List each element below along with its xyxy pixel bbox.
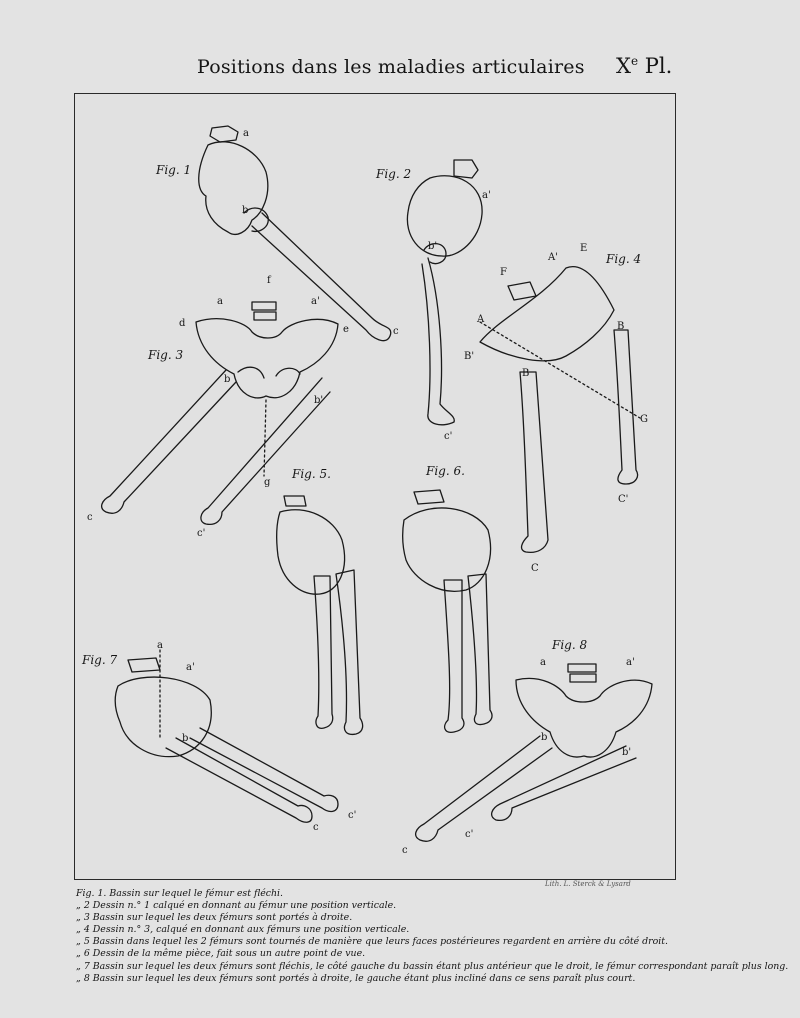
figure-6-drawing: [403, 490, 492, 732]
reference-letter: c: [393, 326, 399, 337]
reference-letter: g: [264, 477, 271, 488]
reference-letter: c': [197, 528, 206, 539]
reference-letter: c': [465, 829, 474, 840]
reference-letter: C': [618, 494, 629, 505]
caption-line: „ 5 Bassin dans lequel les 2 fémurs sont tournés de manière que leurs faces postérieures regardent en arrière du côté droit.: [76, 936, 669, 948]
reference-letter: a': [626, 657, 635, 668]
reference-letter: b': [622, 747, 632, 758]
figure-8-drawing: [416, 664, 652, 841]
figure-4-drawing: [480, 267, 640, 553]
figure-label: Fig. 1: [156, 163, 192, 177]
figure-label: Fig. 8: [552, 638, 588, 652]
reference-letter: a': [311, 296, 320, 307]
figure-captions: [76, 888, 789, 985]
reference-letter: c: [313, 822, 319, 833]
reference-letter: a: [540, 657, 546, 668]
figure-3-drawing: [102, 302, 338, 524]
reference-letter: c': [348, 810, 357, 821]
reference-letter: b': [428, 241, 438, 252]
caption-line: Fig. 1. Bassin sur lequel le fémur est fléchi.: [76, 888, 284, 899]
reference-letter: b: [182, 733, 189, 744]
reference-letter: C: [531, 563, 539, 574]
reference-letter: b: [224, 374, 231, 385]
reference-letter: B': [464, 351, 475, 362]
lithographer-imprint: Lith. L. Sterck & Lysard: [545, 880, 631, 888]
plate-number: Xe Pl.: [616, 54, 673, 78]
figure-label: Fig. 2: [376, 167, 412, 181]
reference-letter: c': [444, 431, 453, 442]
figure-label: Fig. 7: [82, 653, 118, 667]
reference-letter: c: [402, 845, 408, 856]
caption-line: „ 4 Dessin n.° 3, calqué en donnant aux fémurs une position verticale.: [76, 924, 410, 936]
reference-letter: G: [640, 414, 648, 425]
figure-7-drawing: [115, 650, 338, 822]
reference-letter: a: [157, 640, 163, 651]
figure-label: Fig. 3: [148, 348, 184, 362]
figure-1-drawing: [199, 126, 391, 341]
reference-letter: A': [548, 252, 558, 263]
caption-line: „ 6 Dessin de la même pièce, fait sous un autre point de vue.: [76, 948, 366, 960]
reference-letter: E: [580, 243, 588, 254]
reference-letter: B: [617, 321, 625, 332]
reference-letter: f: [267, 275, 271, 286]
figure-label: Fig. 5.: [292, 467, 331, 481]
reference-letter: d: [179, 318, 186, 329]
reference-letter: e: [343, 324, 349, 335]
caption-line: „ 3 Bassin sur lequel les deux fémurs sont portés à droite.: [76, 912, 353, 924]
reference-letter: a': [186, 662, 195, 673]
figure-2-drawing: [407, 160, 485, 425]
figure-5-drawing: [277, 496, 363, 734]
plate-title: Positions dans les maladies articulaires: [197, 56, 585, 78]
reference-letter: a: [243, 128, 249, 139]
reference-letter: a': [482, 190, 491, 201]
caption-line: „ 8 Bassin sur lequel les deux fémurs sont portés à droite, le gauche étant plus incliné dans ce sens paraît plus court.: [76, 972, 636, 984]
figure-label: Fig. 4: [606, 252, 642, 266]
figure-label: Fig. 6.: [426, 464, 465, 478]
reference-letter: b: [541, 732, 548, 743]
caption-line: „ 2 Dessin n.° 1 calqué en donnant au fémur une position verticale.: [76, 900, 397, 912]
reference-letter: c: [87, 512, 93, 523]
caption-line: „ 7 Bassin sur lequel les deux fémurs sont fléchis, le côté gauche du bassin étant plus antérieur que le droit, le fémur correspondant paraît plus long.: [76, 960, 789, 972]
reference-letter: b: [242, 205, 249, 216]
reference-letter: B: [522, 368, 530, 379]
reference-letter: A: [477, 314, 485, 325]
reference-letter: a: [217, 296, 223, 307]
reference-letter: b': [314, 395, 324, 406]
reference-letter: F: [500, 267, 507, 278]
